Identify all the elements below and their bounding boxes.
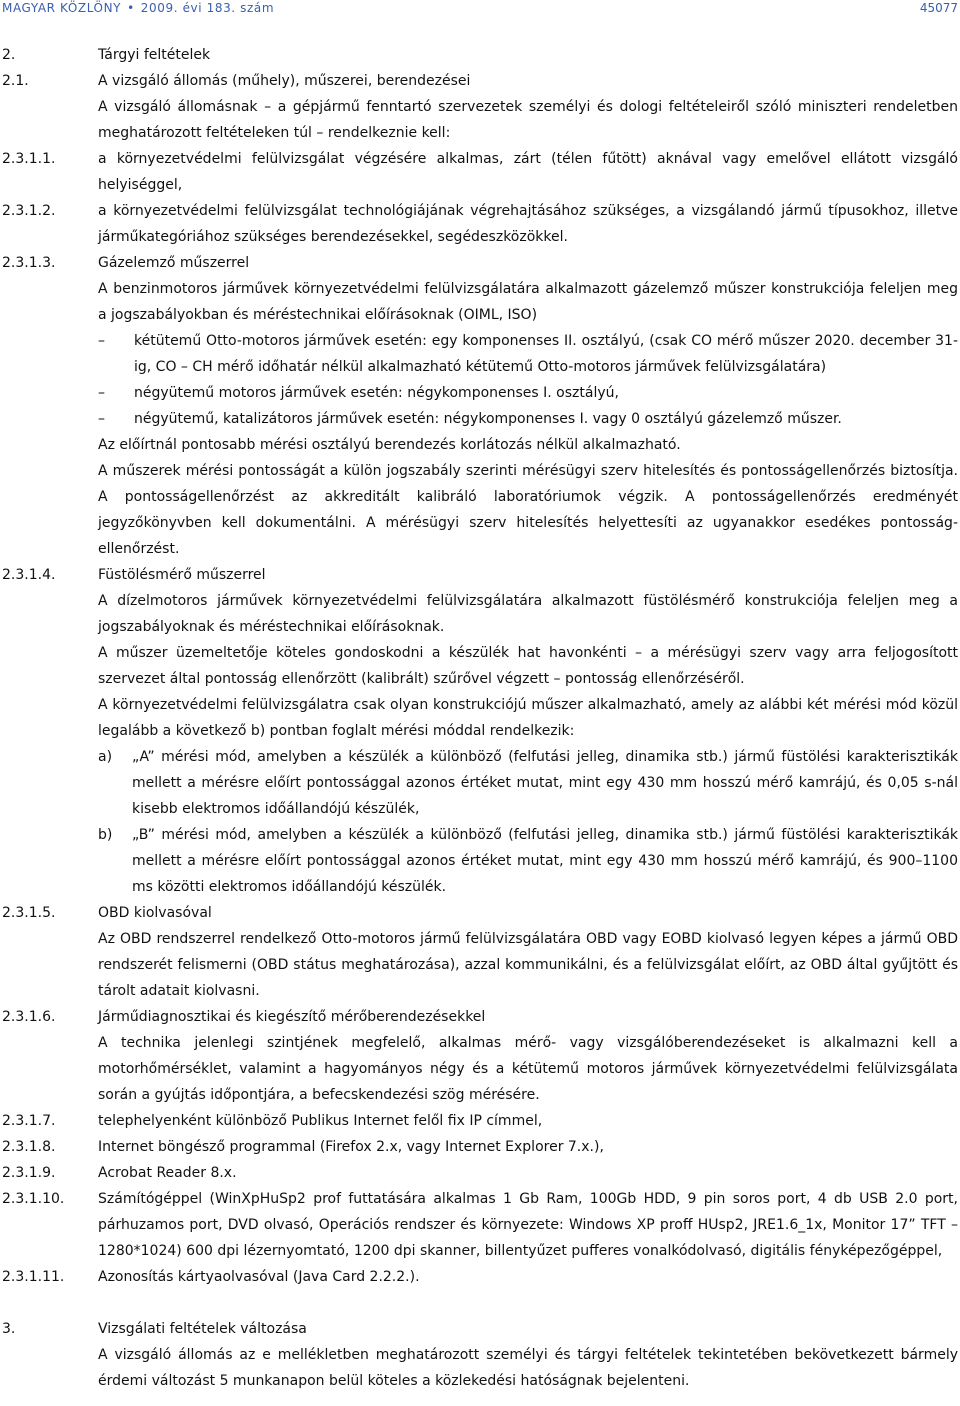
section-2-3-1-1 (2, 146, 958, 198)
section-number: 2.3.1.9. (2, 1165, 56, 1181)
section-number: 2.3.1.6. (2, 1009, 56, 1025)
section-text: Internet böngésző programmal (Firefox 2.x, vagy Internet Explorer 7.x.), (98, 1139, 604, 1155)
section-number: 2.3.1.5. (2, 905, 56, 921)
section-title: Tárgyi feltételek (98, 47, 211, 63)
section-title: Járműdiagnosztikai és kiegészítő mérőberendezésekkel (98, 1009, 486, 1025)
item-label: b) (98, 827, 113, 843)
dash-list-item (98, 406, 958, 432)
section-number: 2.3.1.1. (2, 151, 56, 167)
dash-list-text: négyütemű motoros járművek esetén: négykomponenses I. osztályú, (134, 385, 619, 401)
section-2-3-1-4 (2, 562, 958, 900)
section-number: 2.3.1.4. (2, 567, 56, 583)
section-number: 2.3.1.11. (2, 1269, 65, 1285)
section-2-3-1-11 (2, 1264, 958, 1290)
paragraph: A környezetvédelmi felülvizsgálatra csak olyan konstrukciójú műszer alkalmazható, amely az alábbi két mérési mód közül legalább a következő b) pontban foglalt mérési móddal rendelkezik: (98, 697, 958, 739)
section-2-3-1-9 (2, 1160, 958, 1186)
section-text: Azonosítás kártyaolvasóval (Java Card 2.2.2.). (98, 1269, 420, 1285)
page-header (2, 0, 958, 16)
bullet-separator: • (127, 1, 135, 15)
section-text: telephelyenként különböző Publikus Internet felől fix IP címmel, (98, 1113, 543, 1129)
paragraph: A műszerek mérési pontosságát a külön jogszabály szerinti mérésügyi szerv hitelesítés és pontosságellenőrzés biztosítja. A pontosságellenőrzést az akkreditált kalibráló laboratóriumok végzik. A pontosságellenőrzés eredményét jegyzőkönyvben kell dokumentálni. A mérésügyi szerv hitelesítés helyettesíti az ugyanakkor esedékes pontosság-ellenőrzést. (98, 463, 958, 557)
section-text: Számítógéppel (WinXpHuSp2 prof futtatására alkalmas 1 Gb Ram, 100Gb HDD, 9 pin soros port, 4 db USB 2.0 port, párhuzamos port, DVD olvasó, Operációs rendszer és környezete: Windows XP proff HUsp2, JRE1.6_1x, Monitor 17” TFT – 1280*1024) 600 dpi lézernyomtató, 1200 dpi skanner, billentyűzet pufferes vonalkódolvasó, digitális fényképezőgéppel, (98, 1191, 958, 1259)
section-2-1 (2, 68, 958, 146)
dash-list-item (98, 328, 958, 380)
section-text: Acrobat Reader 8.x. (98, 1165, 237, 1181)
section-2 (2, 42, 958, 68)
journal-title: MAGYAR KÖZLÖNY (2, 1, 122, 15)
section-2-3-1-7 (2, 1108, 958, 1134)
issue-label: 2009. évi 183. szám (140, 1, 275, 15)
section-2-3-1-8 (2, 1134, 958, 1160)
paragraph: Az előírtnál pontosabb mérési osztályú berendezés korlátozás nélkül alkalmazható. (98, 437, 681, 453)
section-number: 2. (2, 47, 16, 63)
item-label: a) (98, 749, 113, 765)
section-text: Az OBD rendszerrel rendelkező Otto-motoros jármű felülvizsgálatára OBD vagy EOBD kiolvasó legyen képes a jármű OBD rendszerét felismerni (OBD státus meghatározása), azzal kommunikálni, és a felülvizsgálat előírt, az OBD által gyűjtött és tárolt adatait kiolvasni. (98, 931, 958, 999)
section-2-3-1-3 (2, 250, 958, 562)
paragraph: A műszer üzemeltetője köteles gondoskodni a készülék hat havonkénti – a mérésügyi szerv vagy arra feljogosított szervezet által pontosság ellenőrzött (kalibrált) szűrővel végzett – pontosság ellenőrzéséről. (98, 645, 958, 687)
section-2-3-1-6 (2, 1004, 958, 1108)
dash-list-text: négyütemű, katalizátoros járművek esetén: négykomponenses I. vagy 0 osztályú gázelemző műszer. (134, 411, 842, 427)
section-number: 2.1. (2, 73, 29, 89)
section-number: 2.3.1.8. (2, 1139, 56, 1155)
lettered-item (98, 822, 958, 900)
lettered-item (98, 744, 958, 822)
dash-marker: – (98, 333, 105, 349)
dash-marker: – (98, 411, 105, 427)
section-text: a környezetvédelmi felülvizsgálat technológiájának végrehajtásához szükséges, a vizsgálandó jármű típusokhoz, illetve járműkategóriához szükséges berendezésekkel, segédeszközökkel. (98, 203, 958, 245)
section-number: 3. (2, 1321, 16, 1337)
section-text: A vizsgáló állomásnak – a gépjármű fenntartó szervezetek személyi és dologi feltételeiről szóló miniszteri rendeletben meghatározott feltételeken túl – rendelkeznie kell: (98, 99, 958, 141)
section-number: 2.3.1.7. (2, 1113, 56, 1129)
section-3 (2, 1316, 958, 1394)
section-number: 2.3.1.2. (2, 203, 56, 219)
section-text: a környezetvédelmi felülvizsgálat végzésére alkalmas, zárt (télen fűtött) aknával vagy emelővel ellátott vizsgáló helyiséggel, (98, 151, 958, 193)
section-2-3-1-10 (2, 1186, 958, 1264)
paragraph: A dízelmotoros járművek környezetvédelmi felülvizsgálatára alkalmazott füstölésmérő konstrukciója feleljen meg a jogszabályoknak és méréstechnikai előírásoknak. (98, 593, 958, 635)
section-title: Gázelemző műszerrel (98, 255, 250, 271)
document-body (2, 42, 958, 1394)
item-text: „A” mérési mód, amelyben a készülék a különböző (felfutási jelleg, dinamika stb.) jármű füstölési karakterisztikák mellett a mérésre előírt pontossággal azonos értéket mutat, mint egy 430 mm hosszú mérő kamrájú, és 0,05 s-nál kisebb elektromos időállandójú készülék, (132, 749, 958, 817)
section-2-3-1-5 (2, 900, 958, 1004)
dash-marker: – (98, 385, 105, 401)
section-text: A benzinmotoros járművek környezetvédelmi felülvizsgálatára alkalmazott gázelemző műszer konstrukciója feleljen meg a jogszabályokban és méréstechnikai előírásoknak (OIML, ISO) (98, 281, 958, 323)
section-text: A vizsgáló állomás az e mellékletben meghatározott személyi és tárgyi feltételek tekintetében bekövetkezett bármely érdemi változást 5 munkanapon belül köteles a közlekedési hatóságnak bejelenteni. (98, 1347, 958, 1389)
section-title: Füstölésmérő műszerrel (98, 567, 266, 583)
dash-list-text: kétütemű Otto-motoros járművek esetén: egy komponenses II. osztályú, (csak CO mérő műszer 2020. december 31-ig, CO – CH mérő időhatár nélkül alkalmazható kétütemű Otto-motoros járművek felülvizsgálatára) (134, 333, 958, 375)
section-title: Vizsgálati feltételek változása (98, 1321, 307, 1337)
dash-list-item (98, 380, 958, 406)
journal-header (2, 1, 274, 15)
section-spacer (2, 1290, 958, 1316)
section-title: OBD kiolvasóval (98, 905, 212, 921)
section-2-3-1-2 (2, 198, 958, 250)
section-number: 2.3.1.10. (2, 1191, 65, 1207)
page-number: 45077 (919, 1, 958, 15)
section-title: A vizsgáló állomás (műhely), műszerei, berendezései (98, 73, 471, 89)
section-text: A technika jelenlegi szintjének megfelelő, alkalmas mérő- vagy vizsgálóberendezéseket is alkalmazni kell a motorhőmérséklet, valamint a hagyományos négy és a kétütemű motoros járművek környezetvédelmi felülvizsgálata során a gyújtás időpontjára, a befecskendezési szög mérésére. (98, 1035, 958, 1103)
section-number: 2.3.1.3. (2, 255, 56, 271)
item-text: „B” mérési mód, amelyben a készülék a különböző (felfutási jelleg, dinamika stb.) jármű füstölési karakterisztikák mellett a mérésre előírt pontossággal azonos értéket mutat, mint egy 430 mm hosszú mérő kamrájú, és 900–1100 ms közötti elektromos időállandójú készülék. (132, 827, 958, 895)
